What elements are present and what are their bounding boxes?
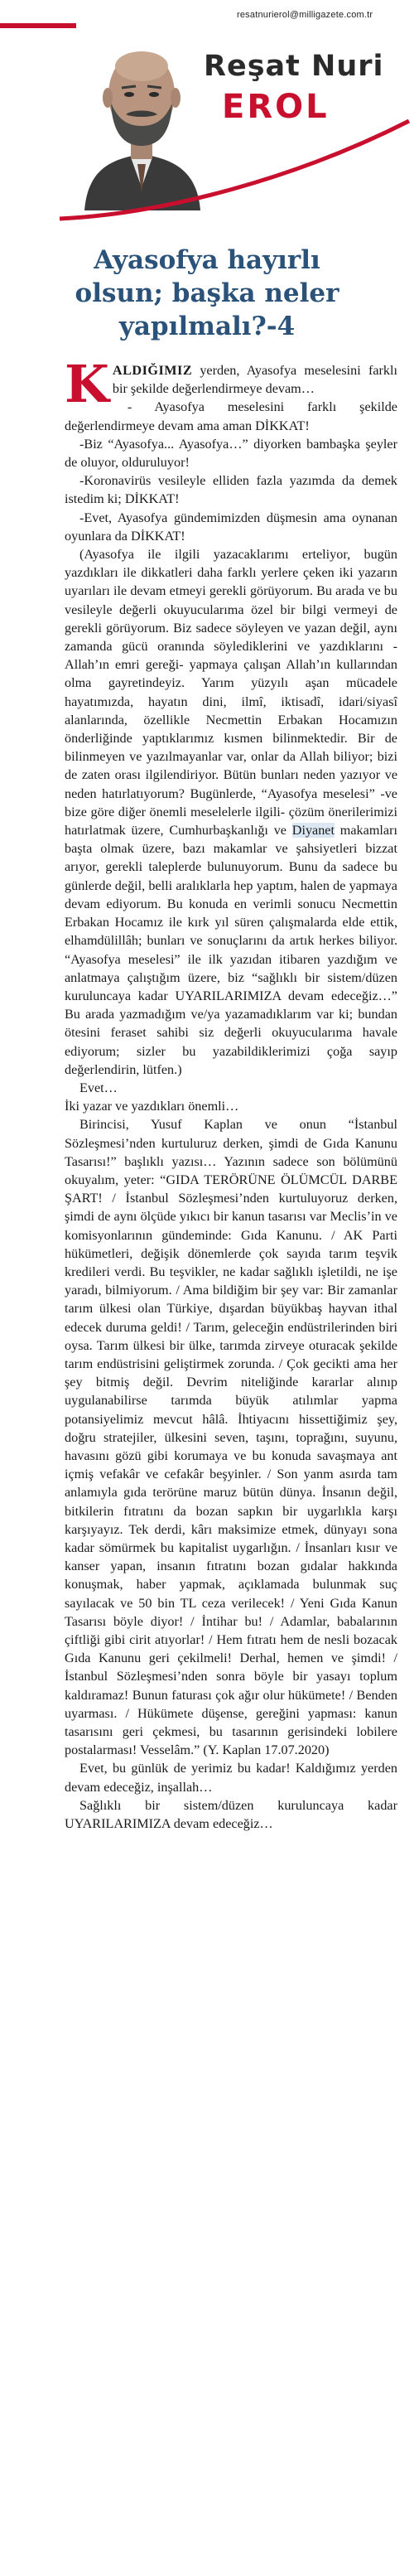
- drop-cap: K: [65, 354, 109, 414]
- author-name: [204, 50, 402, 126]
- paragraph: - Ayasofya meselesini farklı şekilde değerlendirmeye devam ama aman DİKKAT!: [65, 399, 397, 433]
- paragraph: -Evet, Ayasofya gündemimizden düşmesin ama oynanan oyunlara da DİKKAT!: [65, 510, 397, 544]
- header-swoosh: [0, 116, 414, 224]
- highlighted-word: Diyanet: [291, 823, 335, 839]
- paragraph: Birincisi, Yusuf Kaplan ve onun “İstanbul Sözleşmesi’nden kurtuluruz derken, şimdi de Gıda Kanunu Tasarısı!” başlıklı yazısı… Yazının sadece son bölümünü okuyalım, yeter: “GIDA TERÖRÜNE ÖLÜMCÜL DARBE ŞART! / İstanbul Sözleşmesi’nden kurtuluyoruz derken, şimdi de aynı ölçüde yıkıcı bir kanun tasarısı var Meclis’in ve komisyonlarının gündeminde: Gıda Kanunu. / AK Parti hükümetleri, değişik dönemlerde çok sayıda tarım teşvik kredileri verdi. Bu teşvikler, ne kadar sağlıklı işletildi, ne işe yaradı, bilmiyorum. / Ama bildiğim bir şey var: Bir zamanlar tarım ülkesi olan Türkiye, dışardan büyükbaş hayvan ithal edecek duruma geldi! / Tarım, geleceğin endüstrilerinden biri oysa. Tarım ülkesi bir ülke, tarımda zirveye oturacak şekilde tarım endüstrisini geliştirmek zorunda. / Çok gecikti ama her şey bitmiş değil. Devrim niteliğinde kararlar alınıp uygulanabilirse tarımda büyük atılımlar yapma potansiyelimiz mevcut hâlâ. İhtiyacını hissettiğimiz şey, doğru stratejiler, ülkesini seven, taşını, toprağını, suyunu, havasını gözü gibi korumaya ve bu konuda savaşmaya ant içmiş vefakâr ve cefakâr beşyinler. / Son yanm asırda tam anlamıyla gıda terörüne maruz bütün dünya. İnsanın değil, bitkilerin fıtratını da bozan sapkın bir uygarlıkla karşı karşıyayız. Tek derdi, kârı maksimize etmek, dünyayı sona kadar sömürmek bu kapitalist uygarlığın. / İnsanları kısır ve kanser yapan, insanın fıtratını bozan gıdalar hakkında konuşmak, haber yapmak, açıklamada bulunmak suç sayılacak ve 50 bin TL ceza verilecek! / Yeni Gıda Kanun Tasarısı böyle diyor! / İntihar bu! / Adamlar, babalarının çiftliği gibi cirit atıyorlar! / Hem fıtratı hem de nesli bozacak Gıda Kanunu geri çekilmeli! Derhal, hemen ve şimdi! / İstanbul Sözleşmesi’nden sonra böyle bir yasayı toplum kaldıramaz! Bunun faturası çok ağır olur hükümete! / Benden uyarması. / Hükümete düşense, gereğini yapması: kanun tasarısını geri çekmesi, bu tasarının gerisindeki lobilere postalarması! Vesselâm.” (Y. Kaplan 17.07.2020): [65, 1117, 397, 1758]
- lead-word: ALDIĞIMIZ: [112, 363, 193, 378]
- title-line: Ayasofya hayırlı: [94, 245, 320, 275]
- lead-paragraph: [65, 354, 397, 414]
- author-email: resatnurierol@milligazete.com.tr: [237, 10, 373, 20]
- paragraph: Evet, bu günlük de yerimiz bu kadar! Kaldığımız yerden devam edeceğiz, inşallah…: [65, 1761, 397, 1795]
- article-title: [8, 244, 406, 343]
- paragraph-text: makamları başta olmak üzere, bazı makamlar ve şahsiyetleri bizzat arıyor, gerekli taleplerde bulunuyorum. Bunu da sadece bu günlerde değil, belli aralıklarla hep yaptım, halen de yapmaya devam ediyorum. Bu konuda en verimli sonucu Necmettin Erbakan Hocamız ile kırk yıl süren çalışmalarda elde ettik, elhamdülillâh; bunları ve sonuçlarını da artık herkes biliyor. “Ayasofya meselesi” ile ilk yazıdan itibaren yazdığım ve anlatmaya çalıştığım üzere, biz “sağlıklı bir sistem/düzen kuruluncaya kadar UYARILARIMIZA devam edeceğiz…” Bu arada yazmadığım ve/ya yazamadıklarım var ki; bundan ötesini feraset sahibi siz değerli okuyucularıma havale ediyorum; sizler bu yazabildiklerimizi çoğa sayıp değerlendirin, lütfen.): [65, 823, 397, 1077]
- author-last-name: EROL: [222, 88, 330, 126]
- byline-header: [0, 0, 414, 222]
- title-line: olsun; başka neler: [75, 278, 339, 308]
- lead-text: yerden, Ayasofya meselesini farklı bir şekilde değerlendirmeye devam…: [112, 363, 397, 397]
- author-first-name: Reşat Nuri: [204, 50, 384, 83]
- paragraph: İki yazar ve yazdıkları önemli…: [65, 1099, 239, 1114]
- accent-bar: [0, 23, 81, 28]
- paragraph: [65, 545, 397, 1079]
- article-body: [65, 354, 397, 1833]
- title-line: yapılmalı?-4: [118, 312, 296, 341]
- paragraph: Evet…: [79, 1080, 118, 1095]
- paragraph: -Koronavirüs vesileyle elliden fazla yazımda da demek istedim ki; DİKKAT!: [65, 473, 397, 507]
- paragraph: -Biz “Ayasofya... Ayasofya…” diyorken bambaşka şeyler de oluyor, olduruluyor!: [65, 436, 397, 471]
- paragraph: Sağlıklı bir sistem/düzen kuruluncaya kadar UYARILARIMIZA devam edeceğiz…: [65, 1797, 397, 1832]
- paragraph-text: (Ayasofya ile ilgili yazacaklarımı erteliyor, bugün yazdıkları ile dikkatleri daha farklı yerlere çeken iki yazarın uyarıları ile devam etmeyi gerekli görüyorum. Bu arada ve bu vesileyle değerli okuyucularıma özel bir bilgi vermeyi de gerekli görüyorum. Biz sadece söyleyen ve yazan değil, aynı zamanda gücü oranında söylediklerini ve yazdıklarını -Allah’ın emri gereği- yapmaya çalışan Allah’ın kullarından olma gayretindeyiz. Yarım yüzyılı aşan mücadele hayatımızda, hayatın dini, ilmî, iktisadî, idari/siyasî alanlarında, özellikle Necmettin Erbakan Hocamızın önderliğinde yaptıklarımız kısmen bilinmektedir. Bir de bilinmeyen ve yazılmayanlar var, onlar da Allah biliyor; bizi de zaten orası ilgilendiriyor. Bütün bunları neden yazıyor ve neden hatırlatıyorum? Bugünlerde, “Ayasofya meselesi” -ve bize göre diğer önemli meselelerle ilgili- çözüm önerilerimizi hatırlatmak üzere, Cumhurbaşkanlığı ve: [65, 547, 397, 839]
